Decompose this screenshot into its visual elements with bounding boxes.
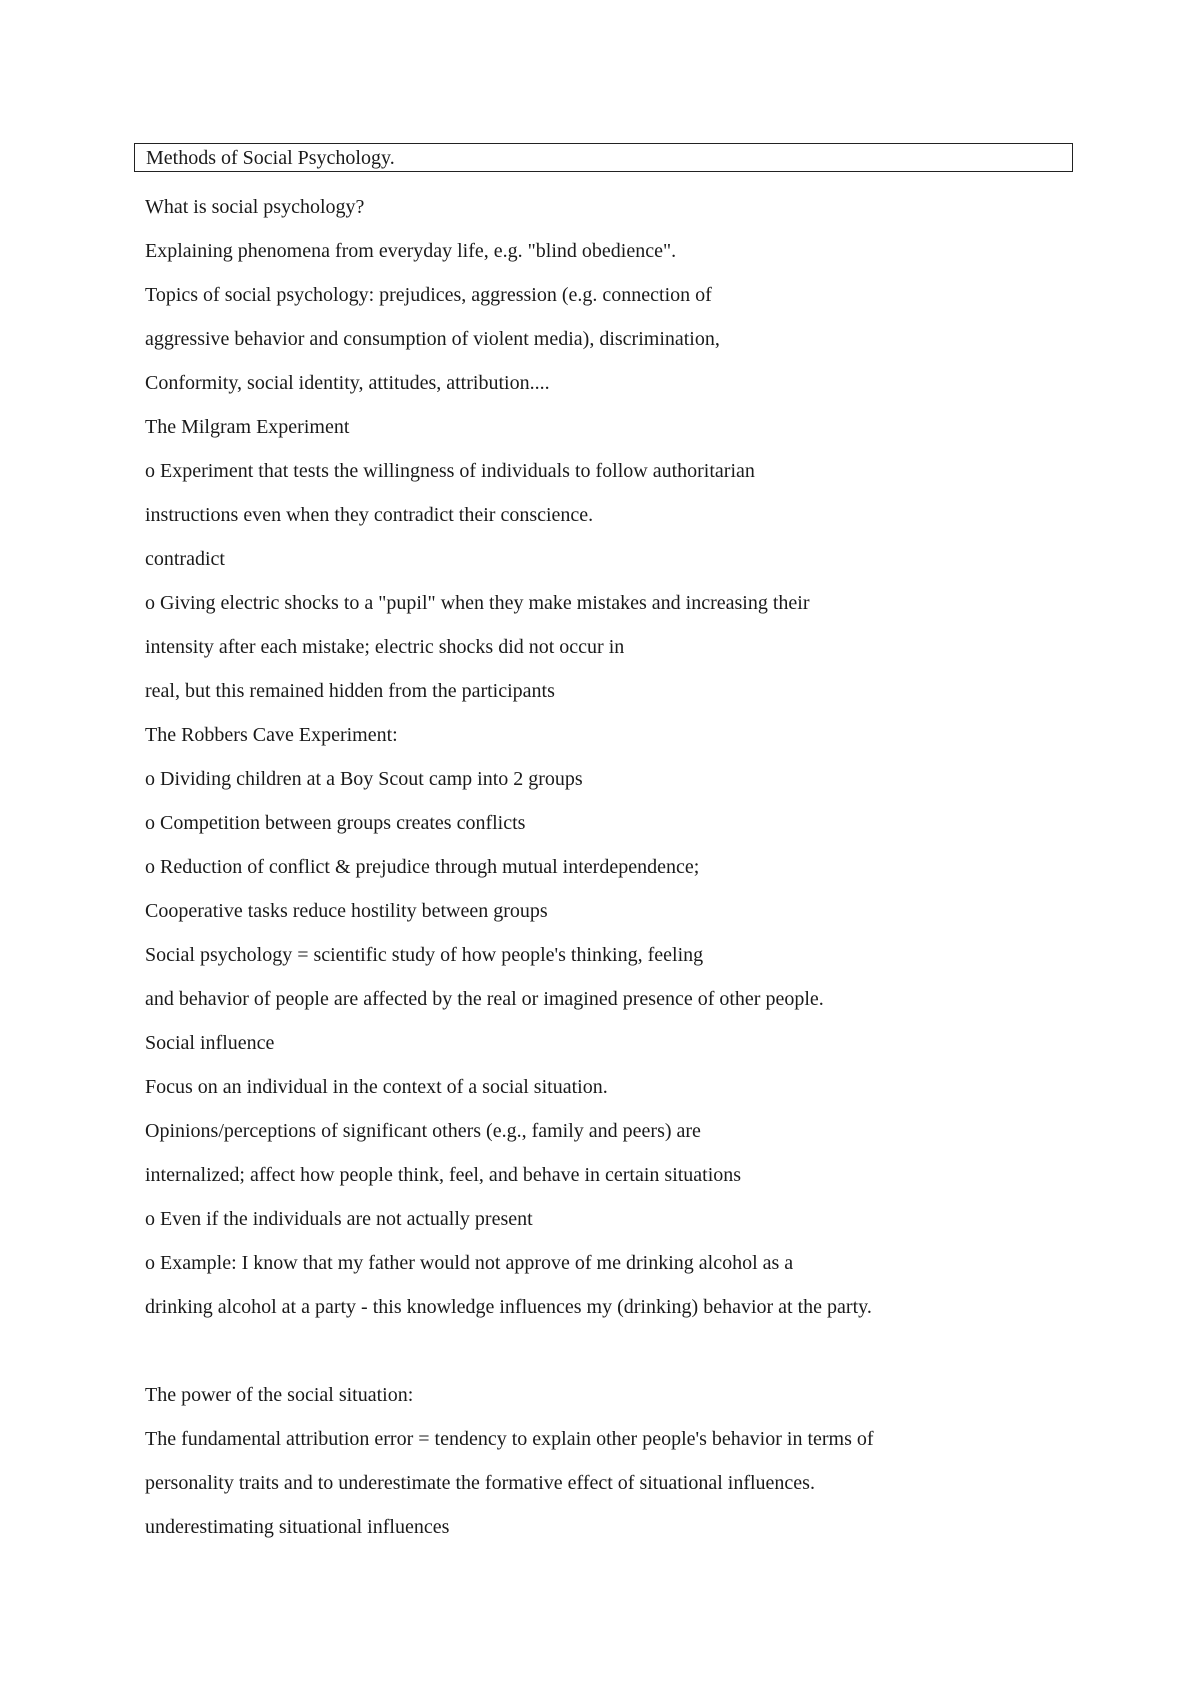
text-line: Focus on an individual in the context of a social situation.	[145, 1076, 608, 1098]
text-line: o Experiment that tests the willingness of individuals to follow authoritarian	[145, 460, 755, 482]
section-heading: Social influence	[145, 1032, 275, 1054]
section-heading: The Milgram Experiment	[145, 416, 350, 438]
text-line: Opinions/perceptions of significant others (e.g., family and peers) are	[145, 1120, 701, 1142]
section-heading: The Robbers Cave Experiment:	[145, 724, 398, 746]
text-line: o Reduction of conflict & prejudice through mutual interdependence;	[145, 856, 700, 878]
text-line: personality traits and to underestimate the formative effect of situational influences.	[145, 1472, 815, 1494]
text-line: and behavior of people are affected by the real or imagined presence of other people.	[145, 988, 824, 1010]
text-line: o Giving electric shocks to a "pupil" when they make mistakes and increasing their	[145, 592, 810, 614]
text-line: o Even if the individuals are not actually present	[145, 1208, 533, 1230]
text-line: The fundamental attribution error = tendency to explain other people's behavior in terms of	[145, 1428, 874, 1450]
text-line: Social psychology = scientific study of how people's thinking, feeling	[145, 944, 704, 966]
text-line: o Dividing children at a Boy Scout camp into 2 groups	[145, 768, 583, 790]
document-body	[145, 195, 1095, 1559]
text-line: underestimating situational influences	[145, 1516, 450, 1538]
text-line: Topics of social psychology: prejudices, aggression (e.g. connection of	[145, 284, 712, 306]
section-heading: The power of the social situation:	[145, 1384, 414, 1406]
text-line: Explaining phenomena from everyday life, e.g. "blind obedience".	[145, 240, 677, 262]
blank-line	[145, 1339, 1095, 1383]
text-line: aggressive behavior and consumption of violent media), discrimination,	[145, 328, 720, 350]
text-line: contradict	[145, 548, 225, 570]
text-line: internalized; affect how people think, feel, and behave in certain situations	[145, 1164, 742, 1186]
text-line: instructions even when they contradict their conscience.	[145, 504, 594, 526]
text-line: real, but this remained hidden from the participants	[145, 680, 555, 702]
text-line: What is social psychology?	[145, 196, 365, 218]
text-line: Cooperative tasks reduce hostility between groups	[145, 900, 548, 922]
text-line: o Example: I know that my father would not approve of me drinking alcohol as a	[145, 1252, 794, 1274]
text-line: drinking alcohol at a party - this knowledge influences my (drinking) behavior at the party.	[145, 1296, 872, 1318]
text-line: intensity after each mistake; electric shocks did not occur in	[145, 636, 625, 658]
text-line: o Competition between groups creates conflicts	[145, 812, 526, 834]
text-line: Conformity, social identity, attitudes, attribution....	[145, 372, 550, 394]
document-title: Methods of Social Psychology.	[134, 143, 1073, 172]
